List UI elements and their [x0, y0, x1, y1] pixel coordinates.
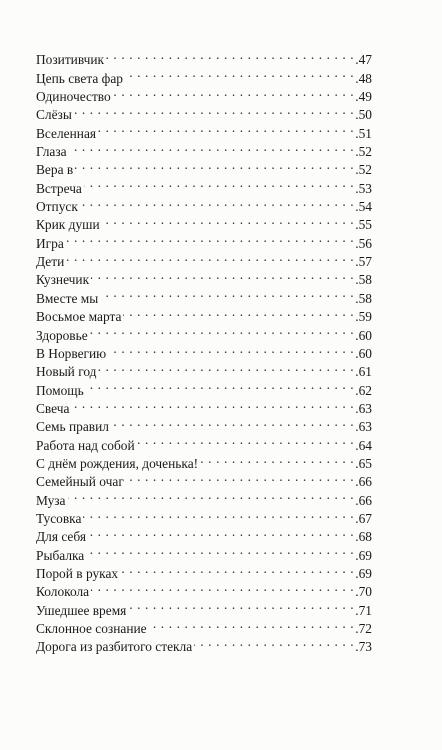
dot-leader	[126, 468, 354, 486]
toc-entry	[36, 119, 372, 141]
toc-entry-title: Слёзы	[36, 107, 72, 123]
toc-entry-page-number: .68	[355, 529, 372, 545]
dot-leader	[123, 303, 354, 321]
toc-entry-title: Рыбалка	[36, 547, 85, 563]
toc-entry-page-number: .55	[355, 217, 372, 233]
toc-entry-page-number: .69	[355, 547, 372, 563]
table-of-contents	[36, 46, 372, 655]
toc-entry-page-number: .53	[355, 180, 372, 196]
toc-entry	[36, 46, 372, 68]
dot-leader	[98, 358, 354, 376]
dot-leader	[128, 596, 354, 614]
toc-entry-page-number: .62	[355, 382, 372, 398]
toc-entry-title: Семь правил	[36, 419, 109, 435]
toc-entry-page-number: .63	[355, 419, 372, 435]
toc-entry	[36, 523, 372, 545]
toc-entry-title: Семейный очаг	[36, 474, 124, 490]
toc-entry	[36, 376, 372, 398]
toc-entry-title: Склонное сознание	[36, 621, 147, 636]
toc-entry-page-number: .67	[355, 510, 372, 526]
dot-leader	[200, 450, 354, 468]
dot-leader	[71, 395, 354, 413]
toc-entry-page-number: .61	[355, 364, 372, 380]
dot-leader	[66, 229, 354, 247]
toc-entry-page-number: .66	[355, 492, 372, 508]
toc-entry-title: Кузнечик	[36, 272, 90, 288]
dot-leader	[106, 46, 354, 64]
dot-leader	[111, 413, 354, 431]
toc-entry-title: Вера в	[36, 162, 74, 178]
toc-entry-title: Тусовка	[36, 510, 82, 526]
toc-entry	[36, 395, 372, 416]
toc-entry-page-number: .70	[355, 584, 372, 600]
dot-leader	[91, 578, 354, 596]
toc-entry-page-number: .50	[355, 107, 372, 123]
dot-leader	[86, 541, 354, 559]
toc-entry-page-number: .69	[355, 565, 372, 581]
toc-entry-title: Игра	[36, 235, 64, 251]
toc-entry-title: Работа над собой	[36, 437, 135, 453]
toc-entry-title: Муза	[36, 492, 66, 508]
toc-entry-page-number: .58	[355, 272, 372, 288]
dot-leader	[98, 119, 354, 137]
dot-leader	[120, 560, 354, 578]
toc-entry	[36, 211, 372, 233]
dot-leader	[84, 174, 354, 192]
dot-leader	[125, 64, 354, 82]
toc-entry-page-number: .56	[355, 235, 372, 251]
toc-entry	[36, 138, 372, 160]
toc-entry-title: Крик души	[36, 217, 100, 233]
toc-entry-page-number: .58	[355, 290, 372, 306]
toc-entry	[36, 413, 372, 435]
dot-leader	[100, 284, 354, 302]
toc-entry-title: С днём рождения, доченька!	[36, 455, 199, 471]
toc-entry-page-number: .47	[355, 52, 372, 68]
toc-entry-title: Помощь	[36, 382, 84, 398]
toc-entry	[36, 174, 372, 196]
dot-leader	[90, 321, 355, 339]
toc-entry	[36, 560, 372, 581]
toc-entry-title: Ушедшее время	[36, 602, 127, 618]
toc-entry-title: Вселенная	[36, 125, 97, 141]
dot-leader	[68, 486, 355, 504]
toc-entry-page-number: .51	[355, 125, 372, 141]
toc-entry-title: Цепь света фар	[36, 70, 123, 86]
toc-entry-page-number: .66	[355, 474, 372, 490]
toc-entry-page-number: .73	[355, 639, 372, 655]
toc-entry-page-number: .60	[355, 327, 372, 343]
toc-entry-page-number: .52	[355, 144, 372, 160]
toc-entry	[36, 541, 372, 563]
toc-entry-page-number: .60	[355, 345, 372, 361]
toc-entry-page-number: .65	[355, 455, 372, 471]
dot-leader	[149, 615, 355, 633]
dot-leader	[83, 505, 354, 523]
toc-entry-page-number: .52	[355, 162, 372, 178]
dot-leader	[137, 431, 355, 449]
dot-leader	[86, 376, 355, 394]
toc-entry-title: Здоровье	[36, 327, 88, 343]
toc-entry-title: В Норвегию	[36, 345, 107, 361]
toc-entry-page-number: .49	[355, 89, 372, 105]
toc-entry-title: Глаза	[36, 144, 67, 160]
dot-leader	[194, 633, 354, 651]
toc-entry-title: Для себя	[36, 529, 87, 545]
toc-entry-title: Позитивчик	[36, 52, 105, 68]
toc-entry-page-number: .54	[355, 199, 372, 215]
dot-leader	[102, 211, 355, 229]
toc-entry	[36, 193, 372, 215]
toc-entry-title: Восьмое марта	[36, 309, 122, 325]
toc-entry-title: Колокола	[36, 584, 90, 600]
toc-entry	[36, 486, 372, 508]
toc-entry	[36, 266, 372, 288]
toc-entry-page-number: .63	[355, 400, 372, 416]
toc-entry-title: Одиночество	[36, 89, 111, 105]
toc-entry	[36, 229, 372, 251]
dot-leader	[75, 156, 354, 174]
dot-leader	[91, 266, 354, 284]
toc-entry-title: Вместе мы	[36, 290, 99, 306]
toc-entry	[36, 248, 372, 270]
dot-leader	[74, 101, 354, 119]
toc-entry-title: Порой в руках	[36, 565, 119, 581]
toc-entry-title: Отпуск	[36, 199, 78, 215]
toc-entry	[36, 156, 372, 178]
toc-entry-title: Свеча	[36, 400, 70, 416]
dot-leader	[88, 523, 354, 541]
toc-entry-title: Дорога из разбитого стекла	[36, 639, 193, 655]
toc-entry-page-number: .48	[355, 70, 372, 86]
toc-entry-page-number: .57	[355, 254, 372, 270]
dot-leader	[113, 83, 355, 101]
dot-leader	[80, 193, 354, 211]
toc-entry	[36, 505, 372, 526]
toc-entry	[36, 101, 372, 123]
toc-entry-page-number: .59	[355, 309, 372, 325]
dot-leader	[66, 248, 354, 266]
toc-entry-title: Встреча	[36, 180, 82, 196]
toc-entry-page-number: .72	[355, 621, 372, 636]
toc-entry-title: Новый год	[36, 364, 97, 380]
toc-entry-title: Дети	[36, 254, 65, 270]
toc-entry-page-number: .71	[355, 602, 372, 618]
dot-leader	[69, 138, 355, 156]
dot-leader	[108, 340, 354, 358]
toc-entry-page-number: .64	[355, 437, 372, 453]
